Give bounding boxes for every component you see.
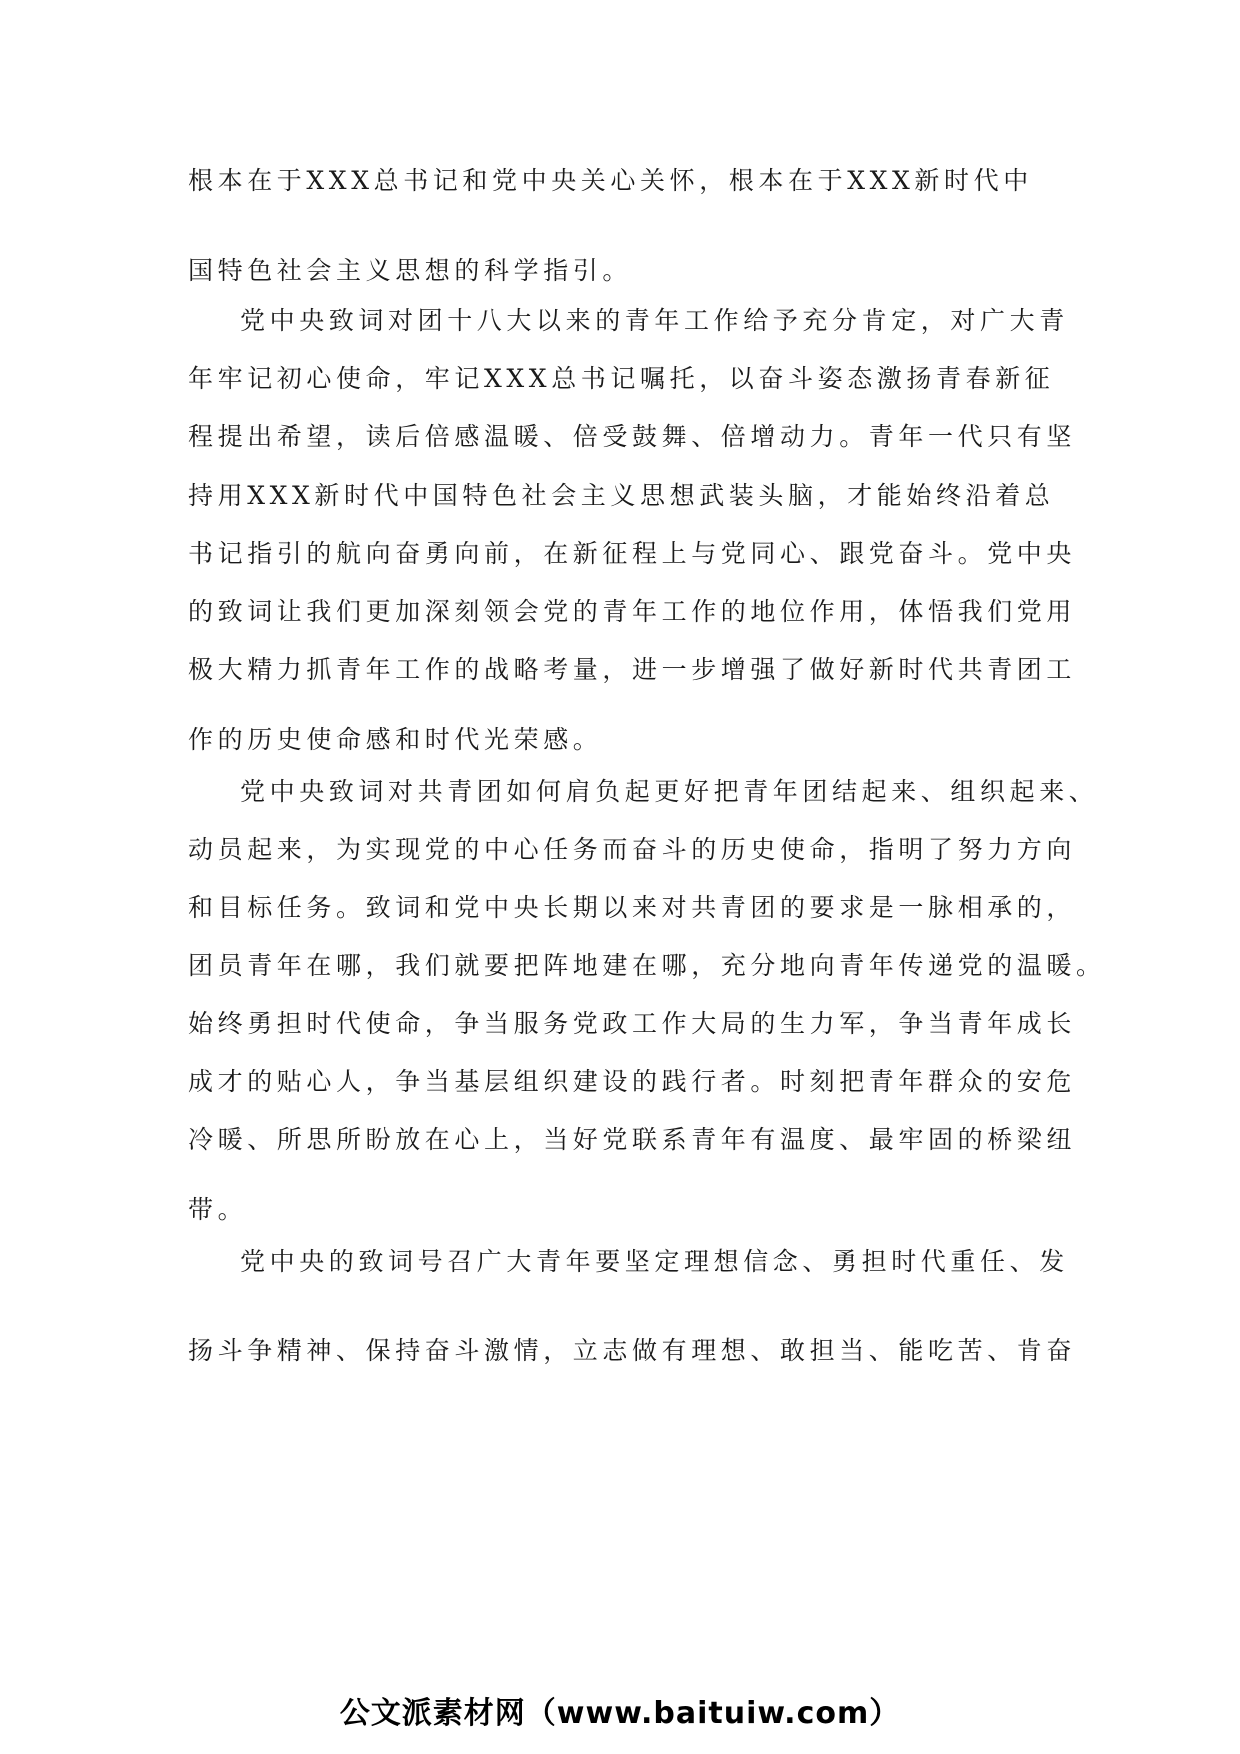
text-line-13: 和目标任务。致词和党中央长期以来对共青团的要求是一脉相承的， bbox=[188, 893, 1077, 922]
text-line-11: 党中央致词对共青团如何肩负起更好把青年团结起来、组织起来、 bbox=[240, 777, 1099, 806]
text-line-3: 党中央致词对团十八大以来的青年工作给予充分肯定，对广大青 bbox=[240, 306, 1069, 335]
text-line-14: 团员青年在哪，我们就要把阵地建在哪，充分地向青年传递党的温暖。 bbox=[188, 951, 1106, 980]
text-line-15: 始终勇担时代使命，争当服务党政工作大局的生力军，争当青年成长 bbox=[188, 1009, 1077, 1038]
text-line-17: 冷暖、所思所盼放在心上，当好党联系青年有温度、最牢固的桥梁纽 bbox=[188, 1125, 1077, 1154]
text-line-19: 党中央的致词号召广大青年要坚定理想信念、勇担时代重任、发 bbox=[240, 1247, 1069, 1276]
text-line-20: 扬斗争精神、保持奋斗激情，立志做有理想、敢担当、能吃苦、肯奋 bbox=[188, 1336, 1077, 1365]
text-line-7: 书记指引的航向奋勇向前，在新征程上与党同心、跟党奋斗。党中央 bbox=[188, 539, 1077, 568]
text-line-6: 持用XXX新时代中国特色社会主义思想武装头脑，才能始终沿着总 bbox=[188, 481, 1055, 510]
text-line-10: 作的历史使命感和时代光荣感。 bbox=[188, 725, 603, 754]
text-line-9: 极大精力抓青年工作的战略考量，进一步增强了做好新时代共青团工 bbox=[188, 655, 1077, 684]
text-line-1: 根本在于XXX总书记和党中央关心关怀，根本在于XXX新时代中 bbox=[188, 166, 1033, 195]
text-line-4: 年牢记初心使命，牢记XXX总书记嘱托，以奋斗姿态激扬青春新征 bbox=[188, 364, 1055, 393]
text-line-12: 动员起来，为实现党的中心任务而奋斗的历史使命，指明了努力方向 bbox=[188, 835, 1077, 864]
text-line-16: 成才的贴心人，争当基层组织建设的践行者。时刻把青年群众的安危 bbox=[188, 1067, 1077, 1096]
text-line-2: 国特色社会主义思想的科学指引。 bbox=[188, 256, 633, 285]
text-line-5: 程提出希望，读后倍感温暖、倍受鼓舞、倍增动力。青年一代只有坚 bbox=[188, 422, 1077, 451]
text-line-18: 带。 bbox=[188, 1195, 248, 1224]
footer-watermark: 公文派素材网（www.baituiw.com） bbox=[339, 1696, 901, 1731]
text-line-8: 的致词让我们更加深刻领会党的青年工作的地位作用，体悟我们党用 bbox=[188, 597, 1077, 626]
